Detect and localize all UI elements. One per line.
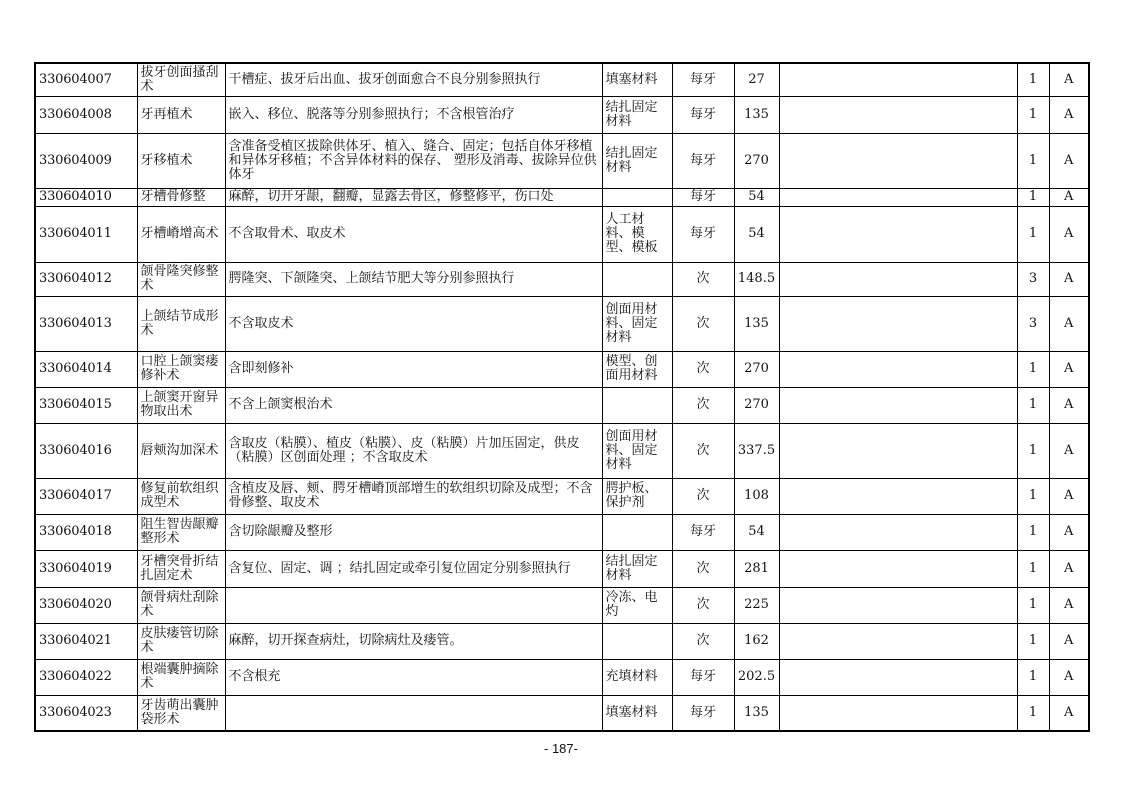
payment-category-cell: A <box>1049 550 1089 587</box>
price-cell: 135 <box>734 296 779 351</box>
item-name-cell: 颌骨病灶刮除术 <box>137 587 225 623</box>
excluded-materials-cell: 结扎固定材料 <box>602 133 672 188</box>
item-content-cell: 含植皮及唇、颊、腭牙槽嵴顶部增生的软组织切除及成型；不含骨修整、取皮术 <box>225 478 602 514</box>
item-content-cell: 含准备受植区拔除供体牙、植入、缝合、固定；包括自体牙移植和异体牙移植；不含异体材料的保存、 塑形及消毒、拔除异位供体牙 <box>225 133 602 188</box>
table-row <box>35 188 1089 206</box>
item-code-cell: 330604023 <box>35 695 137 731</box>
grade-cell: 1 <box>1017 96 1049 133</box>
item-name-cell: 颌骨隆突修整术 <box>137 262 225 296</box>
item-content-cell: 不含取骨术、取皮术 <box>225 206 602 262</box>
unit-cell: 次 <box>672 262 734 296</box>
item-name-cell: 皮肤瘘管切除术 <box>137 623 225 659</box>
payment-category-cell: A <box>1049 96 1089 133</box>
note-cell <box>779 587 1017 623</box>
price-cell: 162 <box>734 623 779 659</box>
unit-cell: 每牙 <box>672 63 734 96</box>
payment-category-cell: A <box>1049 387 1089 423</box>
unit-cell: 次 <box>672 423 734 478</box>
item-name-cell: 牙槽骨修整 <box>137 188 225 206</box>
fee-schedule-table <box>34 62 1090 732</box>
price-cell: 108 <box>734 478 779 514</box>
table-row <box>35 96 1089 133</box>
table-row <box>35 387 1089 423</box>
note-cell <box>779 514 1017 550</box>
item-content-cell: 不含取皮术 <box>225 296 602 351</box>
item-content-cell: 不含根充 <box>225 659 602 695</box>
unit-cell: 每牙 <box>672 188 734 206</box>
table-row <box>35 423 1089 478</box>
item-content-cell: 不含上颌窦根治术 <box>225 387 602 423</box>
item-code-cell: 330604015 <box>35 387 137 423</box>
item-content-cell: 含即刻修补 <box>225 351 602 387</box>
item-name-cell: 上颌窦开窗异物取出术 <box>137 387 225 423</box>
unit-cell: 每牙 <box>672 206 734 262</box>
price-cell: 270 <box>734 133 779 188</box>
table-row <box>35 296 1089 351</box>
item-code-cell: 330604022 <box>35 659 137 695</box>
payment-category-cell: A <box>1049 133 1089 188</box>
item-code-cell: 330604014 <box>35 351 137 387</box>
grade-cell: 1 <box>1017 514 1049 550</box>
item-content-cell: 含取皮（粘膜）、植皮（粘膜）、皮（粘膜）片加压固定，供皮（粘膜）区创面处理 ；不含取皮术 <box>225 423 602 478</box>
item-name-cell: 阻生智齿龈瓣整形术 <box>137 514 225 550</box>
excluded-materials-cell: 填塞材料 <box>602 63 672 96</box>
grade-cell: 3 <box>1017 296 1049 351</box>
item-code-cell: 330604018 <box>35 514 137 550</box>
excluded-materials-cell <box>602 188 672 206</box>
item-content-cell <box>225 587 602 623</box>
item-name-cell: 根端囊肿摘除术 <box>137 659 225 695</box>
item-code-cell: 330604019 <box>35 550 137 587</box>
unit-cell: 次 <box>672 387 734 423</box>
item-content-cell: 麻醉，切开探查病灶，切除病灶及瘘管。 <box>225 623 602 659</box>
item-code-cell: 330604020 <box>35 587 137 623</box>
note-cell <box>779 63 1017 96</box>
price-cell: 54 <box>734 514 779 550</box>
unit-cell: 次 <box>672 623 734 659</box>
unit-cell: 每牙 <box>672 514 734 550</box>
item-content-cell <box>225 695 602 731</box>
unit-cell: 每牙 <box>672 695 734 731</box>
table-row <box>35 550 1089 587</box>
table-row <box>35 695 1089 731</box>
price-cell: 135 <box>734 695 779 731</box>
price-cell: 27 <box>734 63 779 96</box>
item-code-cell: 330604012 <box>35 262 137 296</box>
payment-category-cell: A <box>1049 478 1089 514</box>
note-cell <box>779 351 1017 387</box>
excluded-materials-cell <box>602 514 672 550</box>
table-row <box>35 478 1089 514</box>
payment-category-cell: A <box>1049 423 1089 478</box>
excluded-materials-cell: 模型、创面用材料 <box>602 351 672 387</box>
unit-cell: 每牙 <box>672 96 734 133</box>
table-row <box>35 133 1089 188</box>
price-cell: 135 <box>734 96 779 133</box>
note-cell <box>779 387 1017 423</box>
unit-cell: 次 <box>672 351 734 387</box>
grade-cell: 1 <box>1017 550 1049 587</box>
note-cell <box>779 133 1017 188</box>
excluded-materials-cell <box>602 623 672 659</box>
excluded-materials-cell <box>602 387 672 423</box>
grade-cell: 1 <box>1017 387 1049 423</box>
excluded-materials-cell: 结扎固定材料 <box>602 550 672 587</box>
grade-cell: 1 <box>1017 659 1049 695</box>
grade-cell: 1 <box>1017 351 1049 387</box>
grade-cell: 1 <box>1017 587 1049 623</box>
item-code-cell: 330604010 <box>35 188 137 206</box>
note-cell <box>779 96 1017 133</box>
item-code-cell: 330604013 <box>35 296 137 351</box>
item-name-cell: 修复前软组织成型术 <box>137 478 225 514</box>
table-row <box>35 206 1089 262</box>
excluded-materials-cell <box>602 262 672 296</box>
item-code-cell: 330604011 <box>35 206 137 262</box>
price-cell: 337.5 <box>734 423 779 478</box>
grade-cell: 1 <box>1017 63 1049 96</box>
item-name-cell: 唇颊沟加深术 <box>137 423 225 478</box>
unit-cell: 次 <box>672 296 734 351</box>
item-code-cell: 330604009 <box>35 133 137 188</box>
grade-cell: 1 <box>1017 133 1049 188</box>
payment-category-cell: A <box>1049 623 1089 659</box>
unit-cell: 次 <box>672 587 734 623</box>
note-cell <box>779 695 1017 731</box>
note-cell <box>779 623 1017 659</box>
table-row <box>35 623 1089 659</box>
grade-cell: 1 <box>1017 188 1049 206</box>
fee-table-body <box>35 63 1089 731</box>
excluded-materials-cell: 创面用材料、固定材料 <box>602 423 672 478</box>
note-cell <box>779 659 1017 695</box>
unit-cell: 每牙 <box>672 659 734 695</box>
item-content-cell: 麻醉，切开牙龈，翻瓣，显露去骨区，修整修平，伤口处 <box>225 188 602 206</box>
grade-cell: 1 <box>1017 478 1049 514</box>
price-cell: 281 <box>734 550 779 587</box>
item-code-cell: 330604021 <box>35 623 137 659</box>
unit-cell: 次 <box>672 550 734 587</box>
item-name-cell: 牙移植术 <box>137 133 225 188</box>
item-name-cell: 口腔上颌窦瘘修补术 <box>137 351 225 387</box>
note-cell <box>779 206 1017 262</box>
grade-cell: 3 <box>1017 262 1049 296</box>
item-content-cell: 含切除龈瓣及整形 <box>225 514 602 550</box>
item-content-cell: 干槽症、拔牙后出血、拔牙创面愈合不良分别参照执行 <box>225 63 602 96</box>
unit-cell: 每牙 <box>672 133 734 188</box>
item-code-cell: 330604016 <box>35 423 137 478</box>
payment-category-cell: A <box>1049 587 1089 623</box>
excluded-materials-cell: 冷冻、电灼 <box>602 587 672 623</box>
item-name-cell: 拔牙创面搔刮术 <box>137 63 225 96</box>
payment-category-cell: A <box>1049 188 1089 206</box>
price-cell: 148.5 <box>734 262 779 296</box>
payment-category-cell: A <box>1049 659 1089 695</box>
price-cell: 225 <box>734 587 779 623</box>
grade-cell: 1 <box>1017 695 1049 731</box>
note-cell <box>779 478 1017 514</box>
item-name-cell: 牙再植术 <box>137 96 225 133</box>
note-cell <box>779 550 1017 587</box>
table-row <box>35 351 1089 387</box>
excluded-materials-cell: 创面用材料、固定材料 <box>602 296 672 351</box>
payment-category-cell: A <box>1049 262 1089 296</box>
price-cell: 270 <box>734 351 779 387</box>
table-row <box>35 262 1089 296</box>
grade-cell: 1 <box>1017 206 1049 262</box>
item-content-cell: 腭隆突、下颌隆突、上颌结节肥大等分别参照执行 <box>225 262 602 296</box>
page-number: - 187- <box>544 741 578 756</box>
price-cell: 54 <box>734 188 779 206</box>
item-name-cell: 牙槽嵴增高术 <box>137 206 225 262</box>
note-cell <box>779 423 1017 478</box>
excluded-materials-cell: 人工材料、模型、模板 <box>602 206 672 262</box>
item-code-cell: 330604017 <box>35 478 137 514</box>
payment-category-cell: A <box>1049 695 1089 731</box>
table-row <box>35 514 1089 550</box>
table-row <box>35 659 1089 695</box>
excluded-materials-cell: 结扎固定材料 <box>602 96 672 133</box>
grade-cell: 1 <box>1017 423 1049 478</box>
note-cell <box>779 262 1017 296</box>
item-content-cell: 嵌入、移位、脱落等分别参照执行；不含根管治疗 <box>225 96 602 133</box>
item-name-cell: 牙齿萌出囊肿袋形术 <box>137 695 225 731</box>
excluded-materials-cell: 腭护板、保护剂 <box>602 478 672 514</box>
table-row <box>35 587 1089 623</box>
payment-category-cell: A <box>1049 351 1089 387</box>
payment-category-cell: A <box>1049 206 1089 262</box>
grade-cell: 1 <box>1017 623 1049 659</box>
note-cell <box>779 188 1017 206</box>
item-code-cell: 330604007 <box>35 63 137 96</box>
item-name-cell: 上颌结节成形术 <box>137 296 225 351</box>
item-name-cell: 牙槽突骨折结扎固定术 <box>137 550 225 587</box>
table-row <box>35 63 1089 96</box>
excluded-materials-cell: 填塞材料 <box>602 695 672 731</box>
item-code-cell: 330604008 <box>35 96 137 133</box>
payment-category-cell: A <box>1049 514 1089 550</box>
price-cell: 202.5 <box>734 659 779 695</box>
price-cell: 54 <box>734 206 779 262</box>
price-cell: 270 <box>734 387 779 423</box>
unit-cell: 次 <box>672 478 734 514</box>
excluded-materials-cell: 充填材料 <box>602 659 672 695</box>
payment-category-cell: A <box>1049 63 1089 96</box>
note-cell <box>779 296 1017 351</box>
payment-category-cell: A <box>1049 296 1089 351</box>
item-content-cell: 含复位、固定、调 ；结扎固定或牵引复位固定分别参照执行 <box>225 550 602 587</box>
